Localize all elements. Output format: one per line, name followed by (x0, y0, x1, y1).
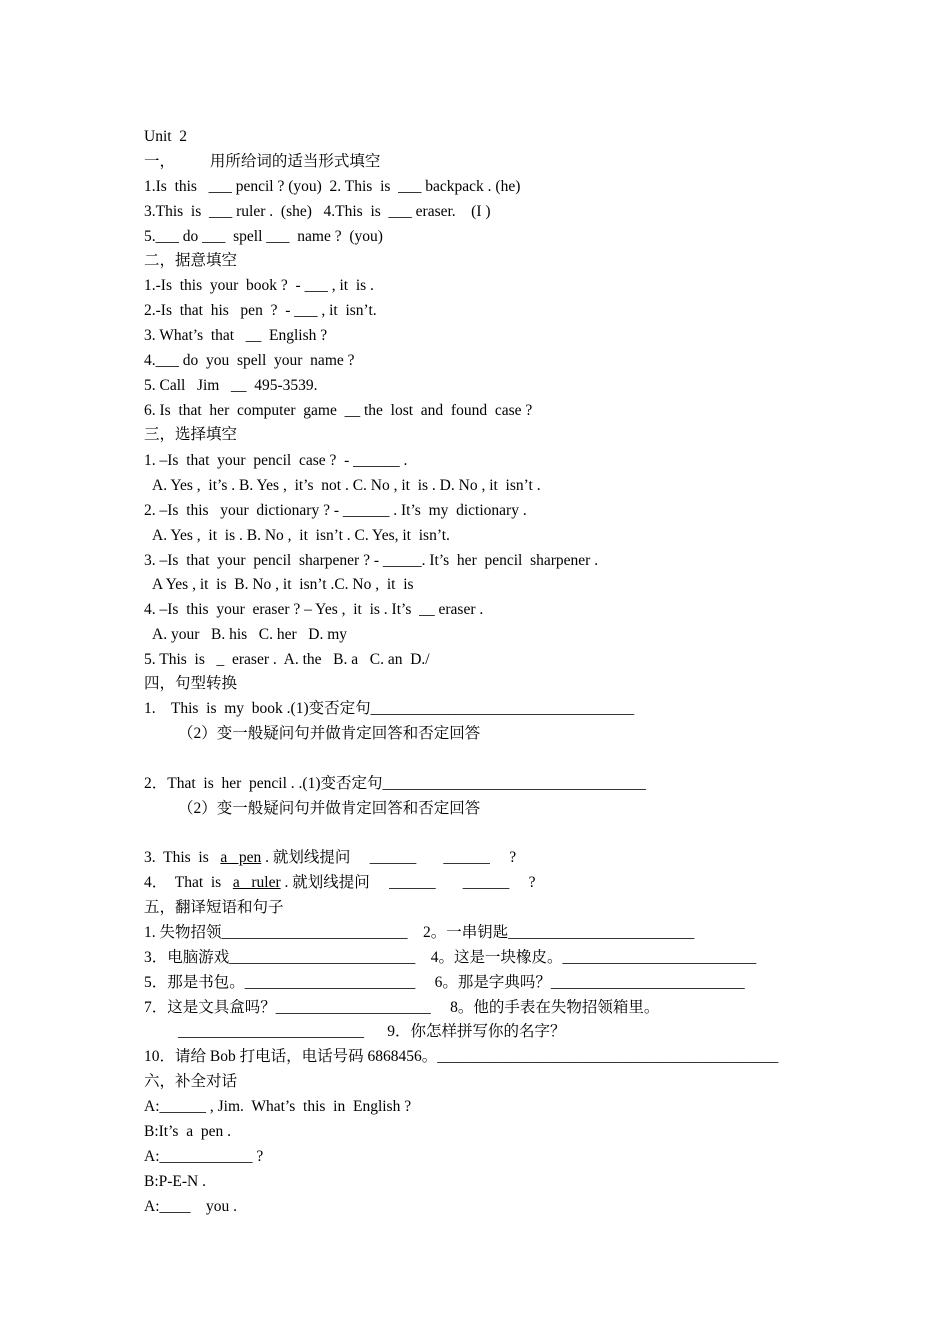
item-4-prefix: 4． That is (144, 874, 233, 891)
section-2-line: 1.-Is this your book ? - ___ , it is . (144, 277, 374, 294)
section-4-title: 四，句型转换 (144, 675, 238, 692)
section-1-line: 1.Is this ___ pencil ? (you) 2. This is ___ backpack . (he) (144, 178, 521, 195)
section-2-line: 3. What’s that __ English ? (144, 327, 328, 344)
section-1-line: 3.This is ___ ruler . (she) 4.This is ___ eraser. (I ) (144, 203, 491, 220)
section-4-item-4 (144, 873, 536, 893)
section-4-item-3 (144, 848, 516, 868)
section-5-title: 五，翻译短语和句子 (144, 899, 284, 916)
section-3-question: 1. –Is that your pencil case ? - ______ . (144, 452, 408, 469)
dialogue-line: B:P-E-N . (144, 1173, 206, 1190)
dialogue-line: A:____________ ? (144, 1148, 264, 1165)
item-3-underlined: a pen (220, 849, 262, 866)
dialogue-line: B:It’s a pen . (144, 1123, 231, 1140)
section-5-line: 3．电脑游戏________________________ 4。这是一块橡皮。_________________________ (144, 949, 757, 966)
section-2-title: 二，据意填空 (144, 252, 238, 269)
section-5-line: 1. 失物招领________________________ 2。一串钥匙________________________ (144, 924, 695, 941)
section-4-item-1: 1. This is my book .(1)变否定句__________________________________ (144, 700, 635, 717)
section-3-question: 4. –Is this your eraser ? – Yes , it is . It’s __ eraser . (144, 601, 484, 618)
unit-title: Unit 2 (144, 128, 188, 145)
section-4-item-2-sub: （2）变一般疑问句并做肯定回答和否定回答 (178, 800, 481, 817)
section-5-line: 5．那是书包。______________________ 6。那是字典吗？_________________________ (144, 974, 745, 991)
section-2-line: 5. Call Jim __ 495-3539. (144, 377, 318, 394)
item-3-prefix: 3. This is (144, 849, 221, 866)
section-4-item-2: 2．That is her pencil . .(1)变否定句__________________________________ (144, 775, 646, 792)
section-2-line: 6. Is that her computer game __ the lost and found case ? (144, 402, 533, 419)
section-2-line: 2.-Is that his pen ? - ___ , it isn’t. (144, 302, 377, 319)
section-3-options: A. Yes , it’s . B. Yes , it’s not . C. No , it is . D. No , it isn’t . (152, 477, 541, 494)
section-5-line: ________________________ 9．你怎样拼写你的名字？ (178, 1023, 566, 1040)
dialogue-line: A:____ you . (144, 1198, 237, 1215)
dialogue-line: A:______ , Jim. What’s this in English ? (144, 1098, 412, 1115)
section-3-options: A Yes , it is B. No , it isn’t .C. No , it is (152, 576, 414, 593)
section-3-options: A. your B. his C. her D. my (152, 626, 348, 643)
section-3-options: A. Yes , it is . B. No , it isn’t . C. Yes, it isn’t. (152, 527, 450, 544)
section-3-question: 2. –Is this your dictionary ? - ______ . It’s my dictionary . (144, 502, 527, 519)
section-1-line: 5.___ do ___ spell ___ name ? (you) (144, 228, 383, 245)
item-3-suffix: . 就划线提问 ______ ______ ? (261, 849, 517, 866)
item-4-underlined: a ruler (232, 874, 281, 891)
section-4-item-1-sub: （2）变一般疑问句并做肯定回答和否定回答 (178, 725, 481, 742)
section-3-question: 3. –Is that your pencil sharpener ? - _____. It’s her pencil sharpener . (144, 552, 599, 569)
section-5-line: 10．请给 Bob 打电话，电话号码 6868456。____________________________________________ (144, 1048, 779, 1065)
section-1-title: 一， 用所给词的适当形式填空 (144, 153, 381, 170)
section-3-question: 5. This is _ eraser . A. the B. a C. an D./ (144, 651, 430, 668)
section-2-line: 4.___ do you spell your name ? (144, 352, 355, 369)
item-4-suffix: . 就划线提问 ______ ______ ? (280, 874, 536, 891)
section-3-title: 三，选择填空 (144, 426, 238, 443)
section-5-line: 7．这是文具盒吗？____________________ 8。他的手表在失物招领箱里。 (144, 999, 660, 1016)
section-6-title: 六，补全对话 (144, 1073, 238, 1090)
